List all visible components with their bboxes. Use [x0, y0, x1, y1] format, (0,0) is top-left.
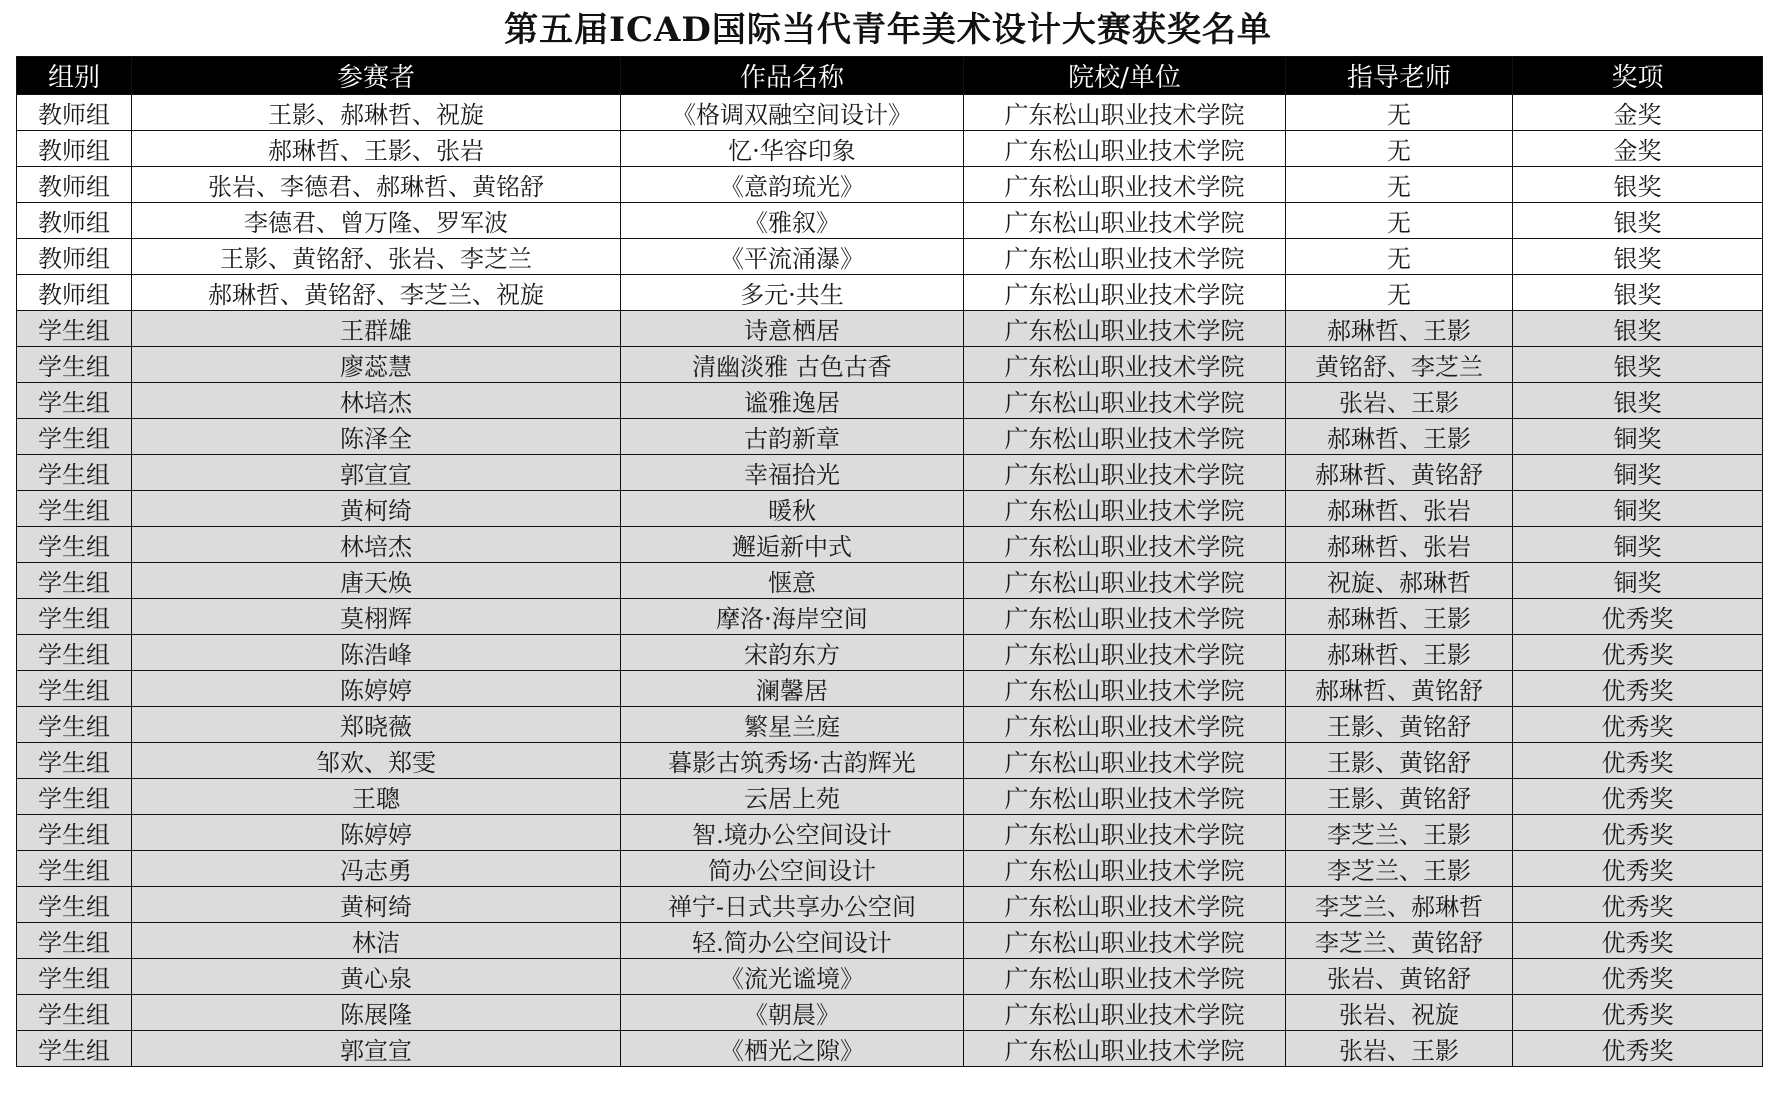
- table-row: [17, 311, 1763, 347]
- cell-work-title: 禅宁-日式共享办公空间: [621, 887, 964, 923]
- cell-group: 学生组: [17, 455, 132, 491]
- cell-award: 铜奖: [1513, 563, 1763, 599]
- cell-participants: 陈婷婷: [132, 671, 621, 707]
- cell-work-title: 《流光谧境》: [621, 959, 964, 995]
- cell-participants: 郭宣宣: [132, 455, 621, 491]
- cell-group: 教师组: [17, 131, 132, 167]
- cell-institution: 广东松山职业技术学院: [964, 419, 1286, 455]
- cell-participants: 王群雄: [132, 311, 621, 347]
- table-row: [17, 347, 1763, 383]
- cell-work-title: 多元·共生: [621, 275, 964, 311]
- cell-participants: 王影、黄铭舒、张岩、李芝兰: [132, 239, 621, 275]
- table-row: [17, 239, 1763, 275]
- cell-participants: 郝琳哲、王影、张岩: [132, 131, 621, 167]
- table-row: [17, 635, 1763, 671]
- cell-institution: 广东松山职业技术学院: [964, 527, 1286, 563]
- table-row: [17, 851, 1763, 887]
- cell-advisor: 祝旋、郝琳哲: [1286, 563, 1513, 599]
- cell-award: 优秀奖: [1513, 707, 1763, 743]
- cell-advisor: 张岩、王影: [1286, 383, 1513, 419]
- cell-award: 优秀奖: [1513, 671, 1763, 707]
- cell-institution: 广东松山职业技术学院: [964, 995, 1286, 1031]
- cell-advisor: 郝琳哲、黄铭舒: [1286, 671, 1513, 707]
- cell-institution: 广东松山职业技术学院: [964, 275, 1286, 311]
- cell-work-title: 清幽淡雅 古色古香: [621, 347, 964, 383]
- cell-participants: 廖蕊慧: [132, 347, 621, 383]
- table-row: [17, 743, 1763, 779]
- cell-institution: 广东松山职业技术学院: [964, 779, 1286, 815]
- cell-award: 优秀奖: [1513, 959, 1763, 995]
- cell-work-title: 《平流涌瀑》: [621, 239, 964, 275]
- cell-advisor: 王影、黄铭舒: [1286, 779, 1513, 815]
- cell-work-title: 云居上苑: [621, 779, 964, 815]
- table-row: [17, 815, 1763, 851]
- table-row: [17, 527, 1763, 563]
- table-row: [17, 779, 1763, 815]
- cell-participants: 黄柯绮: [132, 887, 621, 923]
- cell-advisor: 张岩、祝旋: [1286, 995, 1513, 1031]
- cell-institution: 广东松山职业技术学院: [964, 491, 1286, 527]
- cell-award: 银奖: [1513, 275, 1763, 311]
- cell-group: 教师组: [17, 239, 132, 275]
- cell-work-title: 暮影古筑秀场·古韵辉光: [621, 743, 964, 779]
- cell-institution: 广东松山职业技术学院: [964, 455, 1286, 491]
- table-row: [17, 131, 1763, 167]
- column-header-award: 奖项: [1513, 57, 1763, 95]
- table-row: [17, 671, 1763, 707]
- cell-institution: 广东松山职业技术学院: [964, 851, 1286, 887]
- cell-advisor: 无: [1286, 275, 1513, 311]
- cell-group: 学生组: [17, 599, 132, 635]
- cell-participants: 陈婷婷: [132, 815, 621, 851]
- cell-work-title: 忆·华容印象: [621, 131, 964, 167]
- cell-advisor: 郝琳哲、张岩: [1286, 527, 1513, 563]
- cell-work-title: 澜馨居: [621, 671, 964, 707]
- cell-advisor: 张岩、王影: [1286, 1031, 1513, 1067]
- cell-participants: 邹欢、郑雯: [132, 743, 621, 779]
- cell-participants: 莫栩辉: [132, 599, 621, 635]
- cell-award: 优秀奖: [1513, 635, 1763, 671]
- cell-participants: 郑晓薇: [132, 707, 621, 743]
- cell-work-title: 《朝晨》: [621, 995, 964, 1031]
- table-row: [17, 887, 1763, 923]
- cell-participants: 唐天焕: [132, 563, 621, 599]
- cell-participants: 冯志勇: [132, 851, 621, 887]
- cell-award: 优秀奖: [1513, 887, 1763, 923]
- cell-advisor: 李芝兰、王影: [1286, 851, 1513, 887]
- table-row: [17, 95, 1763, 131]
- column-header-advisor: 指导老师: [1286, 57, 1513, 95]
- table-row: [17, 707, 1763, 743]
- cell-advisor: 无: [1286, 239, 1513, 275]
- cell-advisor: 郝琳哲、王影: [1286, 311, 1513, 347]
- cell-work-title: 《雅叙》: [621, 203, 964, 239]
- cell-advisor: 郝琳哲、张岩: [1286, 491, 1513, 527]
- cell-institution: 广东松山职业技术学院: [964, 239, 1286, 275]
- cell-award: 金奖: [1513, 95, 1763, 131]
- cell-group: 学生组: [17, 671, 132, 707]
- cell-award: 铜奖: [1513, 419, 1763, 455]
- cell-work-title: 暖秋: [621, 491, 964, 527]
- table-row: [17, 275, 1763, 311]
- cell-award: 银奖: [1513, 167, 1763, 203]
- cell-participants: 王影、郝琳哲、祝旋: [132, 95, 621, 131]
- cell-group: 学生组: [17, 923, 132, 959]
- cell-group: 学生组: [17, 491, 132, 527]
- cell-advisor: 张岩、黄铭舒: [1286, 959, 1513, 995]
- cell-participants: 黄柯绮: [132, 491, 621, 527]
- cell-institution: 广东松山职业技术学院: [964, 743, 1286, 779]
- cell-participants: 陈展隆: [132, 995, 621, 1031]
- cell-group: 学生组: [17, 347, 132, 383]
- cell-institution: 广东松山职业技术学院: [964, 167, 1286, 203]
- table-row: [17, 491, 1763, 527]
- cell-participants: 王聰: [132, 779, 621, 815]
- cell-advisor: 李芝兰、黄铭舒: [1286, 923, 1513, 959]
- cell-group: 教师组: [17, 167, 132, 203]
- cell-work-title: 《意韵琉光》: [621, 167, 964, 203]
- column-header-work-title: 作品名称: [621, 57, 964, 95]
- cell-award: 银奖: [1513, 203, 1763, 239]
- cell-participants: 郝琳哲、黄铭舒、李芝兰、祝旋: [132, 275, 621, 311]
- cell-advisor: 郝琳哲、王影: [1286, 419, 1513, 455]
- cell-work-title: 摩洛·海岸空间: [621, 599, 964, 635]
- cell-institution: 广东松山职业技术学院: [964, 131, 1286, 167]
- cell-group: 学生组: [17, 743, 132, 779]
- table-body: [17, 95, 1763, 1067]
- cell-institution: 广东松山职业技术学院: [964, 887, 1286, 923]
- cell-group: 学生组: [17, 707, 132, 743]
- cell-participants: 陈浩峰: [132, 635, 621, 671]
- cell-group: 学生组: [17, 1031, 132, 1067]
- cell-award: 优秀奖: [1513, 743, 1763, 779]
- cell-institution: 广东松山职业技术学院: [964, 815, 1286, 851]
- cell-award: 优秀奖: [1513, 995, 1763, 1031]
- cell-award: 优秀奖: [1513, 815, 1763, 851]
- cell-work-title: 惬意: [621, 563, 964, 599]
- cell-advisor: 黄铭舒、李芝兰: [1286, 347, 1513, 383]
- cell-award: 银奖: [1513, 347, 1763, 383]
- cell-work-title: 《栖光之隙》: [621, 1031, 964, 1067]
- cell-award: 银奖: [1513, 383, 1763, 419]
- cell-award: 优秀奖: [1513, 851, 1763, 887]
- cell-group: 学生组: [17, 419, 132, 455]
- cell-participants: 陈泽全: [132, 419, 621, 455]
- cell-group: 教师组: [17, 203, 132, 239]
- cell-group: 学生组: [17, 851, 132, 887]
- cell-award: 金奖: [1513, 131, 1763, 167]
- cell-work-title: 诗意栖居: [621, 311, 964, 347]
- cell-advisor: 郝琳哲、王影: [1286, 635, 1513, 671]
- cell-participants: 郭宣宣: [132, 1031, 621, 1067]
- cell-group: 学生组: [17, 995, 132, 1031]
- table-row: [17, 383, 1763, 419]
- cell-award: 银奖: [1513, 239, 1763, 275]
- page-title: 第五届ICAD国际当代青年美术设计大赛获奖名单: [504, 10, 1272, 50]
- cell-participants: 李德君、曾万隆、罗军波: [132, 203, 621, 239]
- cell-group: 教师组: [17, 95, 132, 131]
- cell-advisor: 郝琳哲、王影: [1286, 599, 1513, 635]
- table-row: [17, 455, 1763, 491]
- cell-group: 学生组: [17, 779, 132, 815]
- cell-work-title: 幸福拾光: [621, 455, 964, 491]
- cell-advisor: 无: [1286, 203, 1513, 239]
- cell-work-title: 轻.简办公空间设计: [621, 923, 964, 959]
- table-header-row: [17, 57, 1763, 95]
- cell-group: 学生组: [17, 635, 132, 671]
- table-row: [17, 959, 1763, 995]
- table-row: [17, 419, 1763, 455]
- cell-group: 学生组: [17, 959, 132, 995]
- cell-award: 优秀奖: [1513, 599, 1763, 635]
- cell-institution: 广东松山职业技术学院: [964, 1031, 1286, 1067]
- cell-work-title: 简办公空间设计: [621, 851, 964, 887]
- cell-award: 优秀奖: [1513, 923, 1763, 959]
- cell-group: 教师组: [17, 275, 132, 311]
- cell-advisor: 李芝兰、王影: [1286, 815, 1513, 851]
- cell-work-title: 《格调双融空间设计》: [621, 95, 964, 131]
- cell-award: 铜奖: [1513, 527, 1763, 563]
- cell-award: 优秀奖: [1513, 779, 1763, 815]
- cell-group: 学生组: [17, 563, 132, 599]
- table-row: [17, 923, 1763, 959]
- cell-work-title: 繁星兰庭: [621, 707, 964, 743]
- cell-work-title: 古韵新章: [621, 419, 964, 455]
- cell-award: 铜奖: [1513, 455, 1763, 491]
- cell-advisor: 王影、黄铭舒: [1286, 743, 1513, 779]
- cell-group: 学生组: [17, 887, 132, 923]
- cell-participants: 张岩、李德君、郝琳哲、黄铭舒: [132, 167, 621, 203]
- cell-institution: 广东松山职业技术学院: [964, 563, 1286, 599]
- table-row: [17, 995, 1763, 1031]
- table-row: [17, 563, 1763, 599]
- cell-group: 学生组: [17, 311, 132, 347]
- cell-participants: 林培杰: [132, 527, 621, 563]
- cell-participants: 黄心泉: [132, 959, 621, 995]
- table-row: [17, 167, 1763, 203]
- cell-participants: 林洁: [132, 923, 621, 959]
- table-row: [17, 203, 1763, 239]
- cell-institution: 广东松山职业技术学院: [964, 311, 1286, 347]
- cell-advisor: 李芝兰、郝琳哲: [1286, 887, 1513, 923]
- cell-institution: 广东松山职业技术学院: [964, 203, 1286, 239]
- cell-group: 学生组: [17, 815, 132, 851]
- cell-award: 优秀奖: [1513, 1031, 1763, 1067]
- cell-advisor: 王影、黄铭舒: [1286, 707, 1513, 743]
- cell-work-title: 邂逅新中式: [621, 527, 964, 563]
- cell-advisor: 无: [1286, 167, 1513, 203]
- column-header-participants: 参赛者: [132, 57, 621, 95]
- cell-group: 学生组: [17, 383, 132, 419]
- cell-institution: 广东松山职业技术学院: [964, 671, 1286, 707]
- cell-work-title: 谧雅逸居: [621, 383, 964, 419]
- table-row: [17, 1031, 1763, 1067]
- cell-institution: 广东松山职业技术学院: [964, 959, 1286, 995]
- column-header-institution: 院校/单位: [964, 57, 1286, 95]
- award-table: [16, 56, 1763, 1067]
- table-row: [17, 599, 1763, 635]
- cell-institution: 广东松山职业技术学院: [964, 599, 1286, 635]
- cell-award: 铜奖: [1513, 491, 1763, 527]
- cell-institution: 广东松山职业技术学院: [964, 635, 1286, 671]
- cell-work-title: 智.境办公空间设计: [621, 815, 964, 851]
- cell-institution: 广东松山职业技术学院: [964, 95, 1286, 131]
- cell-advisor: 郝琳哲、黄铭舒: [1286, 455, 1513, 491]
- cell-institution: 广东松山职业技术学院: [964, 347, 1286, 383]
- cell-institution: 广东松山职业技术学院: [964, 707, 1286, 743]
- cell-award: 银奖: [1513, 311, 1763, 347]
- cell-group: 学生组: [17, 527, 132, 563]
- cell-participants: 林培杰: [132, 383, 621, 419]
- cell-advisor: 无: [1286, 131, 1513, 167]
- cell-institution: 广东松山职业技术学院: [964, 383, 1286, 419]
- cell-institution: 广东松山职业技术学院: [964, 923, 1286, 959]
- column-header-group: 组别: [17, 57, 132, 95]
- cell-work-title: 宋韵东方: [621, 635, 964, 671]
- cell-advisor: 无: [1286, 95, 1513, 131]
